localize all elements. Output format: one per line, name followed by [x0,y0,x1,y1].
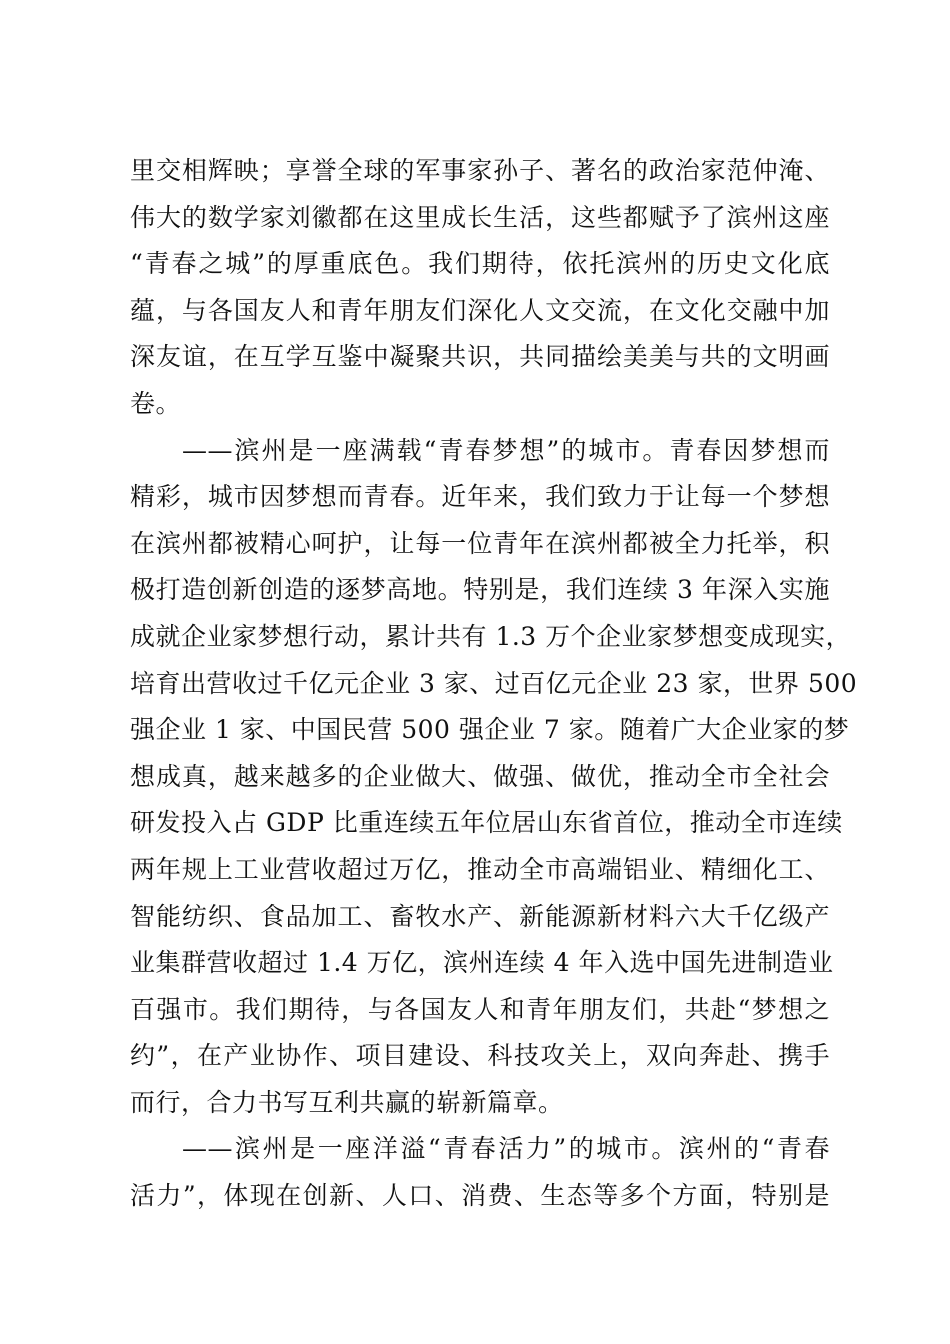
text-line: 在滨州都被精心呵护，让每一位青年在滨州都被全力托举，积 [130,528,830,558]
paragraph-youth-dreams [130,428,858,1127]
text-line: 蕴，与各国友人和青年朋友们深化人文交流，在文化交融中加 [130,295,830,325]
paragraph-youth-vitality [130,1126,830,1219]
text-line: 业集群营收超过 1.4 万亿，滨州连续 4 年入选中国先进制造业 [130,948,834,978]
text-line: 约”，在产业协作、项目建设、科技攻关上，双向奔赴、携手 [130,1041,830,1071]
text-line: “青春之城”的厚重底色。我们期待，依托滨州的历史文化底 [130,249,830,279]
text-line: 智能纺织、食品加工、畜牧水产、新能源新材料六大千亿级产 [130,901,830,931]
text-line: 想成真，越来越多的企业做大、做强、做优，推动全市全社会 [130,761,830,791]
text-line: 而行，合力书写互利共赢的崭新篇章。 [130,1087,564,1117]
text-line: 卷。 [130,388,182,418]
text-line: 培育出营收过千亿元企业 3 家、过百亿元企业 23 家，世界 500 [130,668,858,698]
text-line: 研发投入占 GDP 比重连续五年位居山东省首位，推动全市连续 [130,808,843,838]
paragraph-cultural-heritage [130,148,830,428]
text-line: 极打造创新创造的逐梦高地。特别是，我们连续 3 年深入实施 [130,575,830,605]
text-line: 两年规上工业营收超过万亿，推动全市高端铝业、精细化工、 [130,854,830,884]
text-line: 百强市。我们期待，与各国友人和青年朋友们，共赴“梦想之 [130,994,830,1024]
text-line: 成就企业家梦想行动，累计共有 1.3 万个企业家梦想变成现实， [130,621,852,651]
text-line: 里交相辉映；享誉全球的军事家孙子、著名的政治家范仲淹、 [130,156,830,185]
text-line: 活力”，体现在创新、人口、消费、生态等多个方面，特别是 [130,1181,830,1211]
text-line: 伟大的数学家刘徽都在这里成长生活，这些都赋予了滨州这座 [130,202,830,232]
text-line: 深友谊，在互学互鉴中凝聚共识，共同描绘美美与共的文明画 [130,342,830,372]
text-line: ——滨州是一座满载“青春梦想”的城市。青春因梦想而 [182,435,830,465]
text-line: ——滨州是一座洋溢“青春活力”的城市。滨州的“青春 [182,1134,830,1164]
text-line: 精彩，城市因梦想而青春。近年来，我们致力于让每一个梦想 [130,482,830,512]
text-line: 强企业 1 家、中国民营 500 强企业 7 家。随着广大企业家的梦 [130,715,850,745]
body-text [130,148,858,1220]
